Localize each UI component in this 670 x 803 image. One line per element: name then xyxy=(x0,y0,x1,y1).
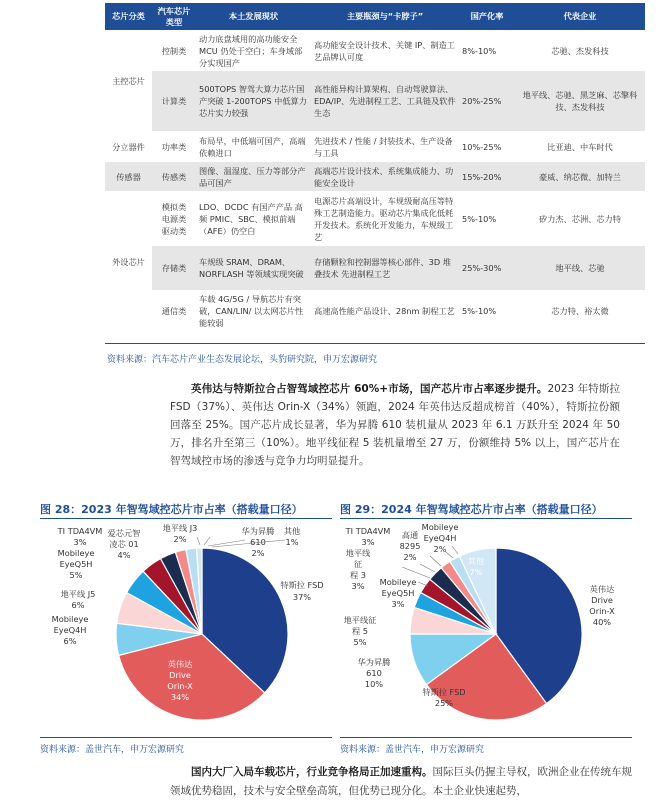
slice-label: Mobileye EyeQ5H 3% xyxy=(379,577,417,609)
leader-line xyxy=(204,537,210,545)
slice-label: 其他 7% xyxy=(467,556,485,577)
table-row xyxy=(105,162,645,191)
fig29-title-rule xyxy=(340,518,632,519)
table-row xyxy=(105,290,645,332)
header-cell: 代表企业 xyxy=(515,3,645,30)
header-cell: 本土发展现状 xyxy=(196,3,311,30)
subtype-label: 模拟类 xyxy=(161,201,187,212)
category-cell: 外设芯片 xyxy=(112,256,145,267)
body-paragraph-2 xyxy=(170,763,640,801)
leader-line xyxy=(446,552,453,558)
slice-label: 爱芯元智凌芯 01 4% xyxy=(107,528,141,560)
slice-label: 地平线 J5 6% xyxy=(60,589,96,610)
companies-cell: 芯驰、杰发科技 xyxy=(551,45,609,56)
body-paragraph xyxy=(170,380,620,470)
status-cell: LDO、DCDC 有国产产品 高频 PMIC、SBC、模拟前端（AFE）仍空白 xyxy=(199,201,303,236)
bottleneck-cell: 先进技术 / 性能 / 封装技术、生产设备与工具 xyxy=(314,135,453,158)
subtype-label: 电源类 xyxy=(161,213,187,224)
fig29-source-rule xyxy=(340,737,632,738)
slice-label: 其他 1% xyxy=(283,526,301,547)
bottleneck-cell: 电源芯片高端设计，车规级耐高压等特殊工艺制造能力。驱动芯片集成化低耗开发技术。系统化开发能力，车规级工艺 xyxy=(314,195,454,242)
leader-line xyxy=(208,540,245,546)
rate-cell: 5%-10% xyxy=(462,213,497,224)
fig29-title: 图 29：2024 年智驾域控芯片市占率（搭载量口径） xyxy=(340,503,603,516)
slice-label: 地平线征程 3 3% xyxy=(345,548,371,591)
chip-table xyxy=(105,3,645,332)
status-cell: 车规级 SRAM、DRAM、NORFLASH 等领域实现突破 xyxy=(196,246,311,290)
slice-label: 地平线征程 5 5% xyxy=(343,615,377,647)
slice-label-line: 英伟达 xyxy=(167,659,193,669)
bottleneck-cell: 存储颗粒和控制器等核心部件、3D 堆叠技术 先进制程工艺 xyxy=(311,246,459,290)
paragraph2-lead: 国内大厂入局车载芯片，行业竞争格局正加速重构。 xyxy=(191,766,433,778)
category-cell: 传感器 xyxy=(105,162,152,191)
rate-cell: 15%-20% xyxy=(459,162,515,191)
leader-line xyxy=(430,556,441,566)
subtype-cell: 功率类 xyxy=(161,141,187,152)
bottleneck-cell: 高速高性能产品设计、28nm 制程工艺 xyxy=(314,306,455,316)
slice-label: 华为昇腾 610 10% xyxy=(357,657,391,689)
subtype-cell: 计算类 xyxy=(152,71,196,131)
header-cell: 芯片分类 xyxy=(105,3,152,30)
paragraph-lead: 英伟达与特斯拉合占智驾域控芯片 60%+市场，国产芯片市占率逐步提升。 xyxy=(191,383,548,395)
table-row xyxy=(105,30,645,71)
table-source-divider xyxy=(105,343,645,344)
leader-line xyxy=(197,537,200,545)
table-header-row xyxy=(105,3,645,30)
category-cell: 分立器件 xyxy=(112,141,145,152)
companies-cell: 芯力特、裕太微 xyxy=(551,306,609,316)
companies-cell: 地平线、芯驰 xyxy=(515,246,645,290)
companies-cell: 矽力杰、芯洲、芯力特 xyxy=(539,213,621,224)
header-cell: 国产化率 xyxy=(459,3,515,30)
companies-cell: 比亚迪、中车时代 xyxy=(547,141,613,152)
chip-table-wrapper xyxy=(105,3,645,332)
subtype-cell: 传感类 xyxy=(152,162,196,191)
rate-cell: 25%-30% xyxy=(459,246,515,290)
subtype-cell: 控制类 xyxy=(161,45,187,56)
pie-slices xyxy=(116,548,288,720)
slice-label: 英伟达 Drive Orin-X 40% xyxy=(589,584,615,627)
header-cell: 汽车芯片类型 xyxy=(152,3,196,30)
table-row xyxy=(105,246,645,290)
leader-line xyxy=(452,546,458,554)
companies-cell: 豪威、纳芯微、加特兰 xyxy=(515,162,645,191)
slice-label: Mobileye EyeQ4H 6% xyxy=(51,614,89,646)
table-row xyxy=(105,191,645,246)
subtype-cell xyxy=(152,191,196,246)
pie-chart-2024 xyxy=(340,522,640,734)
bottleneck-cell: 高端芯片设计技术、系统集成能力、功能安全设计 xyxy=(311,162,459,191)
bottleneck-cell: 高功能安全设计技术、关键 IP、制造工艺品牌认可度 xyxy=(314,39,455,62)
bottleneck-cell: 高性能异构计算架构、自动驾驶算法、EDA/IP、先进制程工艺、工具链及软件生态 xyxy=(311,71,459,131)
status-cell: 动力底盘域用的高功能安全 MCU 仍处于空白；车身域部分实现国产 xyxy=(199,33,303,68)
paragraph-text: 2023 年特斯拉 FSD（37%）、英伟达 Orin-X（34%）领跑，2024 年英伟达反超成榜首（40%），特斯拉份额回落至 25%。国产芯片成长显著，华为昇腾 610 装机量从 2023 年 6.1 万跃升至 2024 年 50 万，排名升至第三（10%）。地平线征程 5 装机量增至 27 万，份额维持 5% 以上，国产芯片在智驾域控市场的渗透与竞争力均明显提升。 xyxy=(170,383,620,467)
fig28-source-rule xyxy=(40,737,332,738)
status-cell: 布局早，中低端可国产，高端依赖进口 xyxy=(199,135,306,158)
rate-cell: 10%-25% xyxy=(462,141,502,152)
rate-cell: 20%-25% xyxy=(459,71,515,131)
companies-cell: 地平线、芯驰、黑芝麻、芯擎科技、杰发科技 xyxy=(515,71,645,131)
subtype-cell: 通信类 xyxy=(161,306,187,316)
fig28-title-rule xyxy=(40,518,332,519)
slice-label: 高通 8295 2% xyxy=(399,530,421,562)
fig28-title: 图 28：2023 年智驾域控芯片市占率（搭载量口径） xyxy=(40,503,303,516)
leader-line xyxy=(420,564,435,572)
slice-label: Mobileye EyeQ4H 2% xyxy=(421,522,459,554)
slice-label: 特斯拉 FSD 37% xyxy=(280,580,324,602)
leader-lines xyxy=(197,537,285,547)
category-cell: 主控芯片 xyxy=(112,75,145,86)
slice-label: Mobileye EyeQ5H 5% xyxy=(57,548,95,580)
table-row xyxy=(105,131,645,162)
table-source: 资料来源：汽车芯片产业生态发展论坛，头豹研究院，申万宏源研究 xyxy=(107,355,378,365)
slice-label: TI TDA4VM 3% xyxy=(57,526,103,547)
status-cell: 500TOPS 智驾大算力芯片国产突破 1-200TOPS 中低算力芯片实力较强 xyxy=(196,71,311,131)
slice-label: 华为昇腾 610 2% xyxy=(241,526,275,558)
table-row xyxy=(105,71,645,131)
pie-chart-2023 xyxy=(40,522,340,734)
slice-label: 特斯拉 FSD 25% xyxy=(422,687,466,708)
header-cell: 主要瓶颈与“卡脖子” xyxy=(311,3,459,30)
slice-label: TI TDA4VM 3% xyxy=(345,526,391,547)
slice-value: 37% xyxy=(292,592,312,602)
slice-label: 地平线 J3 2% xyxy=(162,523,198,544)
slice-label: 英伟达 Drive Orin-X 34% xyxy=(167,659,193,702)
paragraph2-text: 国际巨头仍握主导权，欧洲企业在传统车规领域优势稳固，技术与安全壁垒高筑，但优势已现分化。本土企业快速起势， xyxy=(170,766,632,797)
status-cell: 图像、温湿度、压力等部分产品可国产 xyxy=(196,162,311,191)
fig28-source: 资料来源：盖世汽车，申万宏源研究 xyxy=(40,745,185,755)
subtype-cell: 存储类 xyxy=(152,246,196,290)
subtype-label: 驱动类 xyxy=(161,225,187,236)
status-cell: 车载 4G/5G / 导航芯片有突破，CAN/LIN/ 以太网芯片性能较弱 xyxy=(199,294,304,328)
rate-cell: 5%-10% xyxy=(462,306,497,316)
rate-cell: 8%-10% xyxy=(462,45,497,56)
fig29-source: 资料来源：盖世汽车，申万宏源研究 xyxy=(340,745,485,755)
